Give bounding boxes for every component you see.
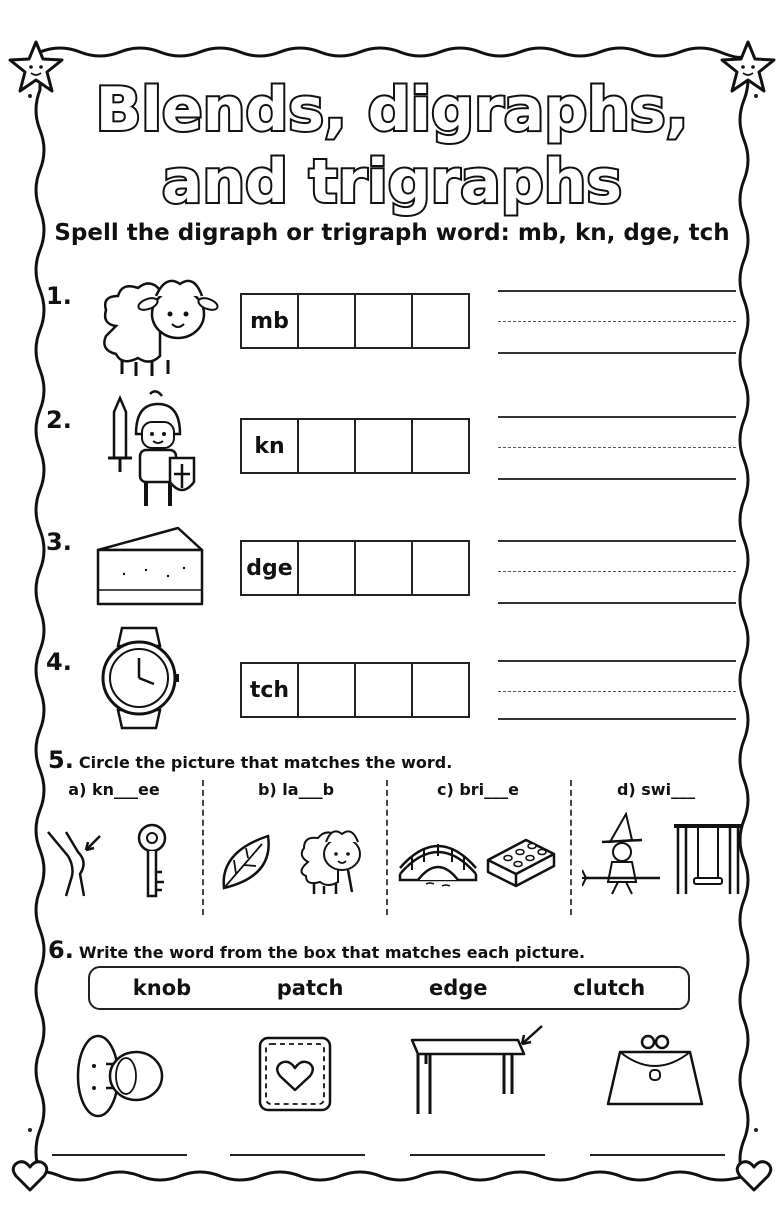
divider [386, 780, 388, 915]
writing-lines[interactable] [498, 416, 736, 478]
letter-box[interactable] [354, 664, 411, 716]
letter-box[interactable] [354, 542, 411, 594]
witch-icon[interactable] [582, 812, 662, 898]
writing-lines[interactable] [498, 660, 736, 722]
title-line-1: Blends, digraphs, [95, 75, 689, 145]
heart-icon [734, 1156, 774, 1196]
knob-icon [72, 1030, 168, 1122]
letter-box[interactable] [354, 420, 411, 472]
writing-lines[interactable] [498, 290, 736, 352]
word-bank-item: knob [132, 976, 192, 1000]
heart-icon [10, 1156, 50, 1196]
star-icon [718, 38, 778, 98]
answer-line[interactable] [590, 1154, 725, 1156]
writing-lines[interactable] [498, 540, 736, 602]
digraph-label: kn [254, 433, 285, 459]
word-bank-item: patch [276, 976, 344, 1000]
letter-boxes[interactable] [240, 418, 470, 474]
leaf-icon[interactable] [218, 832, 274, 894]
knee-icon[interactable] [44, 826, 104, 898]
letter-box[interactable] [354, 295, 411, 347]
section-number: 6. [48, 936, 74, 964]
section-5-heading [48, 746, 452, 774]
item-number: 3. [46, 528, 72, 556]
letter-box[interactable] [411, 420, 468, 472]
digraph-label: mb [250, 308, 289, 334]
brick-icon[interactable] [484, 830, 558, 888]
knight-icon [100, 388, 204, 514]
option-label: b) la___b [257, 780, 335, 799]
letter-box[interactable] [411, 295, 468, 347]
word-bank-item: edge [428, 976, 488, 1000]
letter-box[interactable] [411, 664, 468, 716]
digraph-label: dge [246, 555, 293, 581]
swing-icon[interactable] [672, 822, 744, 896]
word-bank [88, 966, 690, 1010]
letter-boxes[interactable] [240, 662, 470, 718]
letter-box[interactable] [411, 542, 468, 594]
letter-boxes[interactable] [240, 540, 470, 596]
section-title: Circle the picture that matches the word. [78, 753, 453, 772]
table-edge-icon [408, 1024, 548, 1118]
lamb-icon [96, 266, 220, 378]
item-number: 2. [46, 406, 72, 434]
answer-line[interactable] [410, 1154, 545, 1156]
letter-box[interactable] [297, 664, 354, 716]
wedge-icon [94, 524, 206, 610]
letter-box[interactable] [297, 295, 354, 347]
letter-box[interactable] [297, 420, 354, 472]
digraph-label: tch [249, 677, 290, 703]
item-number: 4. [46, 648, 72, 676]
star-icon [6, 38, 66, 98]
option-label: c) bri___e [436, 780, 520, 799]
word-bank-item: clutch [573, 976, 646, 1000]
section-title: Write the word from the box that matches each picture. [78, 943, 586, 962]
page-title [60, 62, 724, 222]
divider [202, 780, 204, 915]
instruction: Spell the digraph or trigraph word: mb, kn, dge, tch [54, 220, 730, 246]
answer-line[interactable] [52, 1154, 187, 1156]
section-number: 5. [48, 746, 74, 774]
patch-icon [256, 1034, 334, 1114]
item-number: 1. [46, 282, 72, 310]
divider [570, 780, 572, 915]
letter-box[interactable] [297, 542, 354, 594]
bridge-icon[interactable] [398, 834, 478, 888]
title-line-2: and trigraphs [161, 147, 623, 217]
option-label: a) kn___ee [68, 780, 160, 799]
key-icon[interactable] [134, 822, 170, 900]
option-label: d) swi___ [616, 780, 696, 799]
section-6-heading [48, 936, 585, 964]
watch-icon [98, 624, 180, 732]
clutch-purse-icon [604, 1030, 706, 1112]
letter-boxes[interactable] [240, 293, 470, 349]
lamb-icon[interactable] [296, 822, 368, 896]
answer-line[interactable] [230, 1154, 365, 1156]
